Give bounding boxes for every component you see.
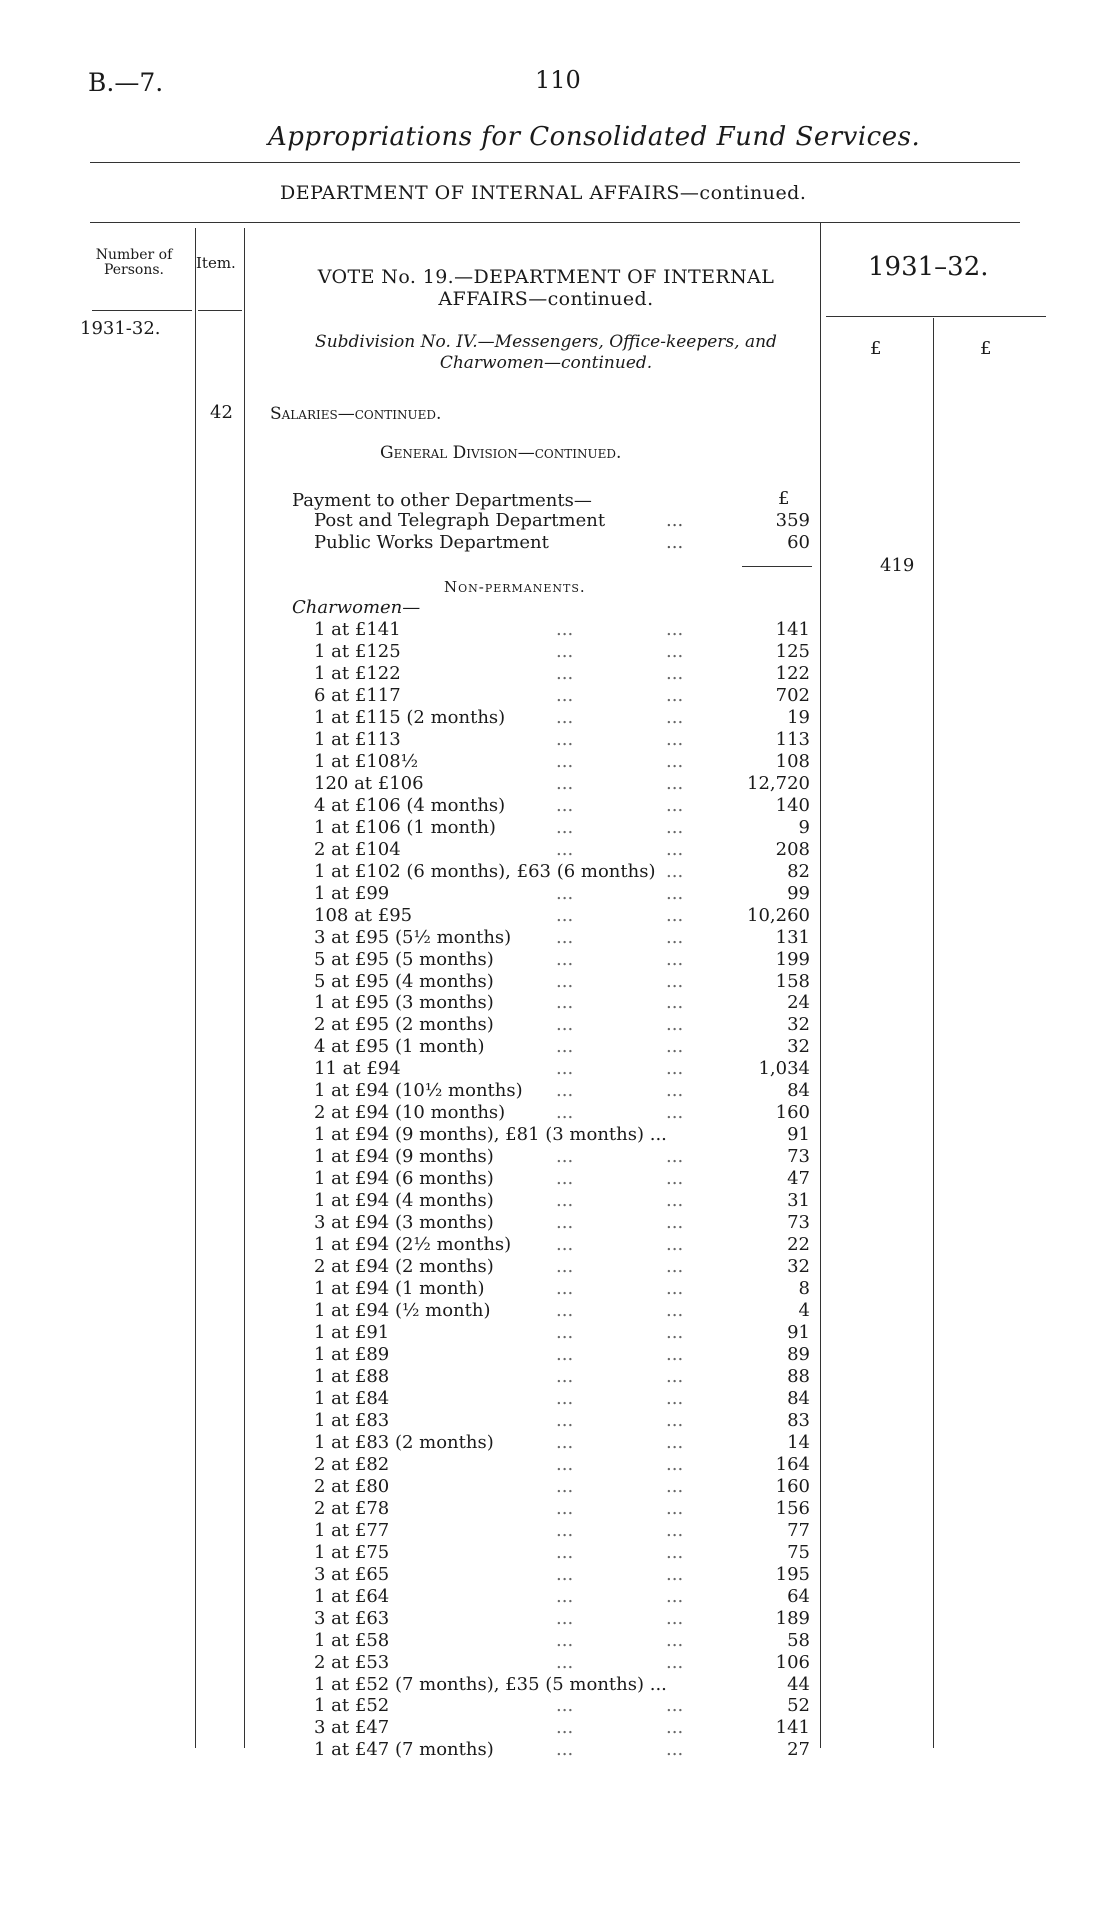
row-label: 1 at £83 — [314, 1409, 390, 1431]
row-value: 140 — [775, 794, 810, 816]
leader-dots: ... — [556, 1497, 574, 1519]
row-label: 2 at £80 — [314, 1475, 390, 1497]
row-value: 89 — [787, 1343, 810, 1365]
leader-dots: ... — [666, 794, 684, 816]
row-label: 6 at £117 — [314, 684, 401, 706]
row-label: 2 at £53 — [314, 1651, 390, 1673]
leader-dots: ... — [666, 619, 684, 640]
row-value: 9 — [798, 816, 810, 838]
table-row — [314, 1410, 810, 1432]
table-row — [314, 1212, 810, 1234]
row-label: 4 at £106 (4 months) — [314, 794, 506, 816]
table-row — [314, 1520, 810, 1542]
leader-dots: ... — [556, 1717, 574, 1739]
leader-dots: ... — [666, 1651, 684, 1673]
row-label: 1 at £94 (10½ months) — [314, 1080, 523, 1102]
leader-dots: ... — [666, 640, 684, 662]
general-division-heading: General Division—continued. — [380, 443, 622, 463]
leader-dots: ... — [556, 1036, 574, 1058]
table-row — [314, 1388, 810, 1410]
row-value: 77 — [787, 1519, 810, 1541]
table-row — [314, 1190, 810, 1212]
leader-dots: ... — [556, 1739, 574, 1761]
charwomen-subheading: Charwomen— — [292, 597, 421, 618]
row-label: 108 at £95 — [314, 904, 413, 926]
page-number: 110 — [535, 66, 581, 94]
leader-dots: ... — [556, 662, 574, 684]
table-row — [314, 773, 810, 795]
leader-dots: ... — [666, 1409, 684, 1431]
table-row — [314, 1146, 810, 1168]
table-row — [314, 1695, 810, 1717]
row-value: 64 — [787, 1585, 810, 1607]
leader-dots: ... — [556, 1212, 574, 1234]
table-row — [314, 795, 810, 817]
leader-dots: ... — [556, 1365, 574, 1387]
leader-dots: ... — [666, 772, 684, 794]
leader-dots: ... — [556, 1607, 574, 1629]
row-label: 1 at £52 (7 months), £35 (5 months) ... — [314, 1673, 667, 1695]
row-value: 125 — [775, 640, 810, 662]
row-label: 1 at £94 (1 month) — [314, 1278, 485, 1300]
row-value: 19 — [787, 706, 810, 728]
payment-row-label: Post and Telegraph Department — [314, 510, 606, 531]
row-value: 160 — [775, 1102, 810, 1124]
leader-dots: ... — [556, 750, 574, 772]
leader-dots: ... — [666, 728, 684, 750]
leader-dots: ... — [666, 1036, 684, 1058]
leader-dots: ... — [666, 1146, 684, 1168]
leader-dots: ... — [556, 1014, 574, 1036]
leader-dots: ... — [556, 706, 574, 728]
table-row — [314, 751, 810, 773]
table-row — [314, 1739, 810, 1761]
row-label: 1 at £125 — [314, 640, 401, 662]
leader-dots: ... — [556, 1343, 574, 1365]
row-label: 5 at £95 (5 months) — [314, 948, 494, 970]
leader-dots: ... — [666, 970, 684, 992]
leader-dots: ... — [556, 1563, 574, 1585]
row-label: 3 at £47 — [314, 1717, 390, 1739]
table-top-rule — [90, 222, 1020, 223]
leader-dots: ... — [556, 992, 574, 1014]
row-value: 73 — [787, 1212, 810, 1234]
row-label: 1 at £75 — [314, 1541, 390, 1563]
payment-row — [314, 510, 810, 532]
row-label: 1 at £58 — [314, 1629, 390, 1651]
leader-dots: ... — [666, 1629, 684, 1651]
vote-title: VOTE No. 19.—DEPARTMENT OF INTERNAL AFFAIRS—continued. — [317, 266, 775, 310]
table-row — [314, 729, 810, 751]
item-header: Item. — [196, 254, 236, 272]
row-label: 1 at £115 (2 months) — [314, 706, 506, 728]
leader-dots: ... — [666, 1168, 684, 1190]
leader-dots: ... — [556, 904, 574, 926]
row-value: 14 — [787, 1431, 810, 1453]
row-value: 44 — [787, 1673, 810, 1695]
row-value: 84 — [787, 1080, 810, 1102]
row-value: 84 — [787, 1387, 810, 1409]
payment-row-value: 60 — [787, 532, 810, 553]
leader-dots: ... — [666, 1212, 684, 1234]
payment-heading: Payment to other Departments— — [292, 490, 592, 511]
row-label: 11 at £94 — [314, 1058, 401, 1080]
leader-dots: ... — [556, 640, 574, 662]
page-reference: B.—7. — [88, 68, 164, 97]
row-value: 106 — [775, 1651, 810, 1673]
row-label: 1 at £94 (9 months) — [314, 1146, 494, 1168]
table-row — [314, 883, 810, 905]
table-row — [314, 1278, 810, 1300]
leader-dots: ... — [666, 1080, 684, 1102]
table-row — [314, 1476, 810, 1498]
item-number: 42 — [210, 402, 233, 423]
header-rule-item — [198, 310, 242, 311]
row-label: 2 at £94 (10 months) — [314, 1102, 506, 1124]
table-row — [314, 1366, 810, 1388]
row-label: 1 at £52 — [314, 1695, 390, 1717]
subdivision-heading: Subdivision No. IV.—Messengers, Office-keepers, and Charwomen—continued. — [315, 332, 777, 373]
leader-dots: ... — [666, 510, 684, 531]
leader-dots: ... — [666, 1585, 684, 1607]
leader-dots: ... — [666, 1717, 684, 1739]
row-label: 1 at £77 — [314, 1519, 390, 1541]
row-value: 160 — [775, 1475, 810, 1497]
leader-dots: ... — [666, 1322, 684, 1343]
table-row — [314, 707, 810, 729]
leader-dots: ... — [666, 1190, 684, 1212]
row-label: 1 at £99 — [314, 882, 390, 904]
table-row — [314, 861, 810, 883]
leader-dots: ... — [556, 772, 574, 794]
leader-dots: ... — [556, 1695, 574, 1717]
row-label: 1 at £94 (4 months) — [314, 1190, 494, 1212]
row-value: 189 — [775, 1607, 810, 1629]
row-value: 195 — [775, 1563, 810, 1585]
leader-dots: ... — [666, 838, 684, 860]
leader-dots: ... — [666, 1058, 684, 1080]
payment-row-label: Public Works Department — [314, 532, 549, 553]
row-value: 24 — [787, 992, 810, 1014]
table-row — [314, 1586, 810, 1608]
leader-dots: ... — [666, 1365, 684, 1387]
row-label: 1 at £108½ — [314, 750, 419, 772]
row-value: 88 — [787, 1365, 810, 1387]
table-row — [314, 971, 810, 993]
row-label: 1 at £141 — [314, 619, 401, 640]
leader-dots: ... — [666, 706, 684, 728]
leader-dots: ... — [556, 1409, 574, 1431]
leader-dots: ... — [556, 1541, 574, 1563]
leader-dots: ... — [556, 1431, 574, 1453]
leader-dots: ... — [666, 1475, 684, 1497]
table-row — [314, 927, 810, 949]
table-row — [314, 1717, 810, 1739]
table-row — [314, 1608, 810, 1630]
table-row — [314, 992, 810, 1014]
payment-total: 419 — [880, 555, 915, 576]
table-row — [314, 1058, 810, 1080]
row-value: 91 — [787, 1124, 810, 1146]
leader-dots: ... — [666, 992, 684, 1014]
row-label: 1 at £91 — [314, 1322, 390, 1343]
leader-dots: ... — [666, 882, 684, 904]
row-value: 58 — [787, 1629, 810, 1651]
row-label: 1 at £95 (3 months) — [314, 992, 494, 1014]
leader-dots: ... — [556, 794, 574, 816]
row-value: 10,260 — [747, 904, 810, 926]
row-value: 22 — [787, 1234, 810, 1256]
table-row — [314, 1630, 810, 1652]
leader-dots: ... — [556, 1080, 574, 1102]
row-value: 8 — [798, 1278, 810, 1300]
table-row — [314, 1322, 810, 1344]
leader-dots: ... — [556, 1256, 574, 1278]
leader-dots: ... — [556, 1190, 574, 1212]
row-value: 27 — [787, 1739, 810, 1761]
leader-dots: ... — [666, 1453, 684, 1475]
table-row — [314, 905, 810, 927]
leader-dots: ... — [666, 1695, 684, 1717]
row-label: 1 at £64 — [314, 1585, 390, 1607]
table-row — [314, 1256, 810, 1278]
table-row — [314, 817, 810, 839]
header-rule-year — [826, 316, 1046, 317]
table-row — [314, 1542, 810, 1564]
leader-dots: ... — [666, 1278, 684, 1300]
leader-dots: ... — [666, 684, 684, 706]
leader-dots: ... — [556, 1146, 574, 1168]
row-label: 1 at £47 (7 months) — [314, 1739, 494, 1761]
leader-dots: ... — [556, 1300, 574, 1322]
row-value: 32 — [787, 1036, 810, 1058]
table-row — [314, 1564, 810, 1586]
leader-dots: ... — [556, 1585, 574, 1607]
row-value: 208 — [775, 838, 810, 860]
table-row — [314, 1674, 810, 1696]
row-value: 141 — [775, 619, 810, 640]
leader-dots: ... — [556, 948, 574, 970]
row-value: 32 — [787, 1014, 810, 1036]
row-label: 2 at £94 (2 months) — [314, 1256, 494, 1278]
table-row — [314, 1498, 810, 1520]
row-value: 91 — [787, 1322, 810, 1343]
leader-dots: ... — [556, 1234, 574, 1256]
charwomen-list — [314, 619, 810, 1761]
table-row — [314, 1080, 810, 1102]
row-value: 75 — [787, 1541, 810, 1563]
row-value: 32 — [787, 1256, 810, 1278]
row-value: 4 — [798, 1300, 810, 1322]
row-label: 1 at £106 (1 month) — [314, 816, 496, 838]
row-label: 1 at £89 — [314, 1343, 390, 1365]
table-row — [314, 1036, 810, 1058]
row-label: 3 at £63 — [314, 1607, 390, 1629]
row-value: 113 — [775, 728, 810, 750]
leader-dots: ... — [666, 860, 684, 882]
leader-dots: ... — [666, 1256, 684, 1278]
leader-dots: ... — [666, 1234, 684, 1256]
table-row — [314, 1344, 810, 1366]
row-label: 1 at £88 — [314, 1365, 390, 1387]
subtotal-rule — [742, 566, 812, 567]
leader-dots: ... — [666, 1300, 684, 1322]
row-value: 12,720 — [747, 772, 810, 794]
header-rule-persons — [92, 310, 192, 311]
leader-dots: ... — [666, 1541, 684, 1563]
leader-dots: ... — [556, 1387, 574, 1409]
row-value: 156 — [775, 1497, 810, 1519]
page-title: Appropriations for Consolidated Fund Services. — [268, 122, 921, 152]
column-rule-amounts — [820, 222, 821, 1748]
leader-dots: ... — [556, 1278, 574, 1300]
row-value: 1,034 — [758, 1058, 810, 1080]
leader-dots: ... — [556, 1629, 574, 1651]
row-label: 1 at £94 (6 months) — [314, 1168, 494, 1190]
row-value: 122 — [775, 662, 810, 684]
table-row — [314, 663, 810, 685]
row-label: 2 at £82 — [314, 1453, 390, 1475]
leader-dots: ... — [666, 1102, 684, 1124]
row-label: 2 at £95 (2 months) — [314, 1014, 494, 1036]
row-value: 108 — [775, 750, 810, 772]
payment-row — [314, 532, 810, 554]
leader-dots: ... — [666, 1387, 684, 1409]
non-permanents-heading: Non-permanents. — [444, 578, 586, 596]
row-value: 31 — [787, 1190, 810, 1212]
row-value: 702 — [775, 684, 810, 706]
salaries-heading: Salaries—continued. — [270, 404, 442, 424]
leader-dots: ... — [666, 662, 684, 684]
row-value: 158 — [775, 970, 810, 992]
row-label: 1 at £113 — [314, 728, 401, 750]
table-row — [314, 949, 810, 971]
leader-dots: ... — [556, 926, 574, 948]
row-label: 1 at £102 (6 months), £63 (6 months) — [314, 860, 656, 882]
row-label: 5 at £95 (4 months) — [314, 970, 494, 992]
pound-sign-column-2: £ — [980, 338, 992, 359]
leader-dots: ... — [666, 1343, 684, 1365]
row-value: 141 — [775, 1717, 810, 1739]
row-label: 1 at £94 (½ month) — [314, 1300, 491, 1322]
table-row — [314, 619, 810, 641]
leader-dots: ... — [666, 750, 684, 772]
column-rule-persons — [195, 228, 196, 1748]
table-row — [314, 1432, 810, 1454]
row-value: 164 — [775, 1453, 810, 1475]
payment-row-value: 359 — [775, 510, 810, 531]
row-value: 82 — [787, 860, 810, 882]
leader-dots: ... — [666, 1607, 684, 1629]
row-value: 131 — [775, 926, 810, 948]
leader-dots: ... — [666, 904, 684, 926]
table-row — [314, 1124, 810, 1146]
table-row — [314, 1454, 810, 1476]
pound-sign-middle: £ — [778, 488, 790, 509]
table-row — [314, 1102, 810, 1124]
leader-dots: ... — [666, 1497, 684, 1519]
leader-dots: ... — [556, 1168, 574, 1190]
table-row — [314, 685, 810, 707]
leader-dots: ... — [556, 1102, 574, 1124]
persons-year-label: 1931-32. — [80, 318, 161, 339]
leader-dots: ... — [666, 1431, 684, 1453]
title-rule — [90, 162, 1020, 163]
leader-dots: ... — [556, 1651, 574, 1673]
number-of-persons-header: Number of Persons. — [95, 247, 173, 278]
row-label: 4 at £95 (1 month) — [314, 1036, 485, 1058]
leader-dots: ... — [666, 816, 684, 838]
table-row — [314, 641, 810, 663]
row-label: 3 at £65 — [314, 1563, 390, 1585]
leader-dots: ... — [556, 1475, 574, 1497]
leader-dots: ... — [556, 728, 574, 750]
row-value: 99 — [787, 882, 810, 904]
leader-dots: ... — [666, 1519, 684, 1541]
row-value: 83 — [787, 1409, 810, 1431]
leader-dots: ... — [666, 1563, 684, 1585]
row-value: 199 — [775, 948, 810, 970]
leader-dots: ... — [556, 882, 574, 904]
row-value: 73 — [787, 1146, 810, 1168]
leader-dots: ... — [556, 816, 574, 838]
leader-dots: ... — [556, 970, 574, 992]
column-rule-item — [244, 228, 245, 1748]
column-rule-amounts-split — [933, 318, 934, 1748]
row-label: 1 at £122 — [314, 662, 401, 684]
leader-dots: ... — [556, 1519, 574, 1541]
leader-dots: ... — [556, 1453, 574, 1475]
row-label: 1 at £94 (2½ months) — [314, 1234, 512, 1256]
row-label: 1 at £83 (2 months) — [314, 1431, 494, 1453]
table-row — [314, 1652, 810, 1674]
row-value: 52 — [787, 1695, 810, 1717]
table-row — [314, 839, 810, 861]
table-row — [314, 1300, 810, 1322]
leader-dots: ... — [666, 948, 684, 970]
department-heading: DEPARTMENT OF INTERNAL AFFAIRS—continued. — [280, 182, 807, 204]
table-row — [314, 1014, 810, 1036]
row-label: 2 at £104 — [314, 838, 401, 860]
leader-dots: ... — [556, 838, 574, 860]
row-label: 2 at £78 — [314, 1497, 390, 1519]
leader-dots: ... — [556, 684, 574, 706]
row-label: 1 at £84 — [314, 1387, 390, 1409]
table-row — [314, 1168, 810, 1190]
row-label: 3 at £94 (3 months) — [314, 1212, 494, 1234]
leader-dots: ... — [666, 1014, 684, 1036]
leader-dots: ... — [666, 926, 684, 948]
leader-dots: ... — [556, 619, 574, 640]
leader-dots: ... — [556, 1322, 574, 1343]
leader-dots: ... — [666, 532, 684, 553]
row-label: 1 at £94 (9 months), £81 (3 months) ... — [314, 1124, 667, 1146]
row-label: 3 at £95 (5½ months) — [314, 926, 512, 948]
leader-dots: ... — [556, 1058, 574, 1080]
row-value: 47 — [787, 1168, 810, 1190]
pound-sign-column-1: £ — [870, 338, 882, 359]
leader-dots: ... — [666, 1739, 684, 1761]
table-row — [314, 1234, 810, 1256]
amounts-year-header: 1931–32. — [868, 252, 989, 282]
row-label: 120 at £106 — [314, 772, 424, 794]
